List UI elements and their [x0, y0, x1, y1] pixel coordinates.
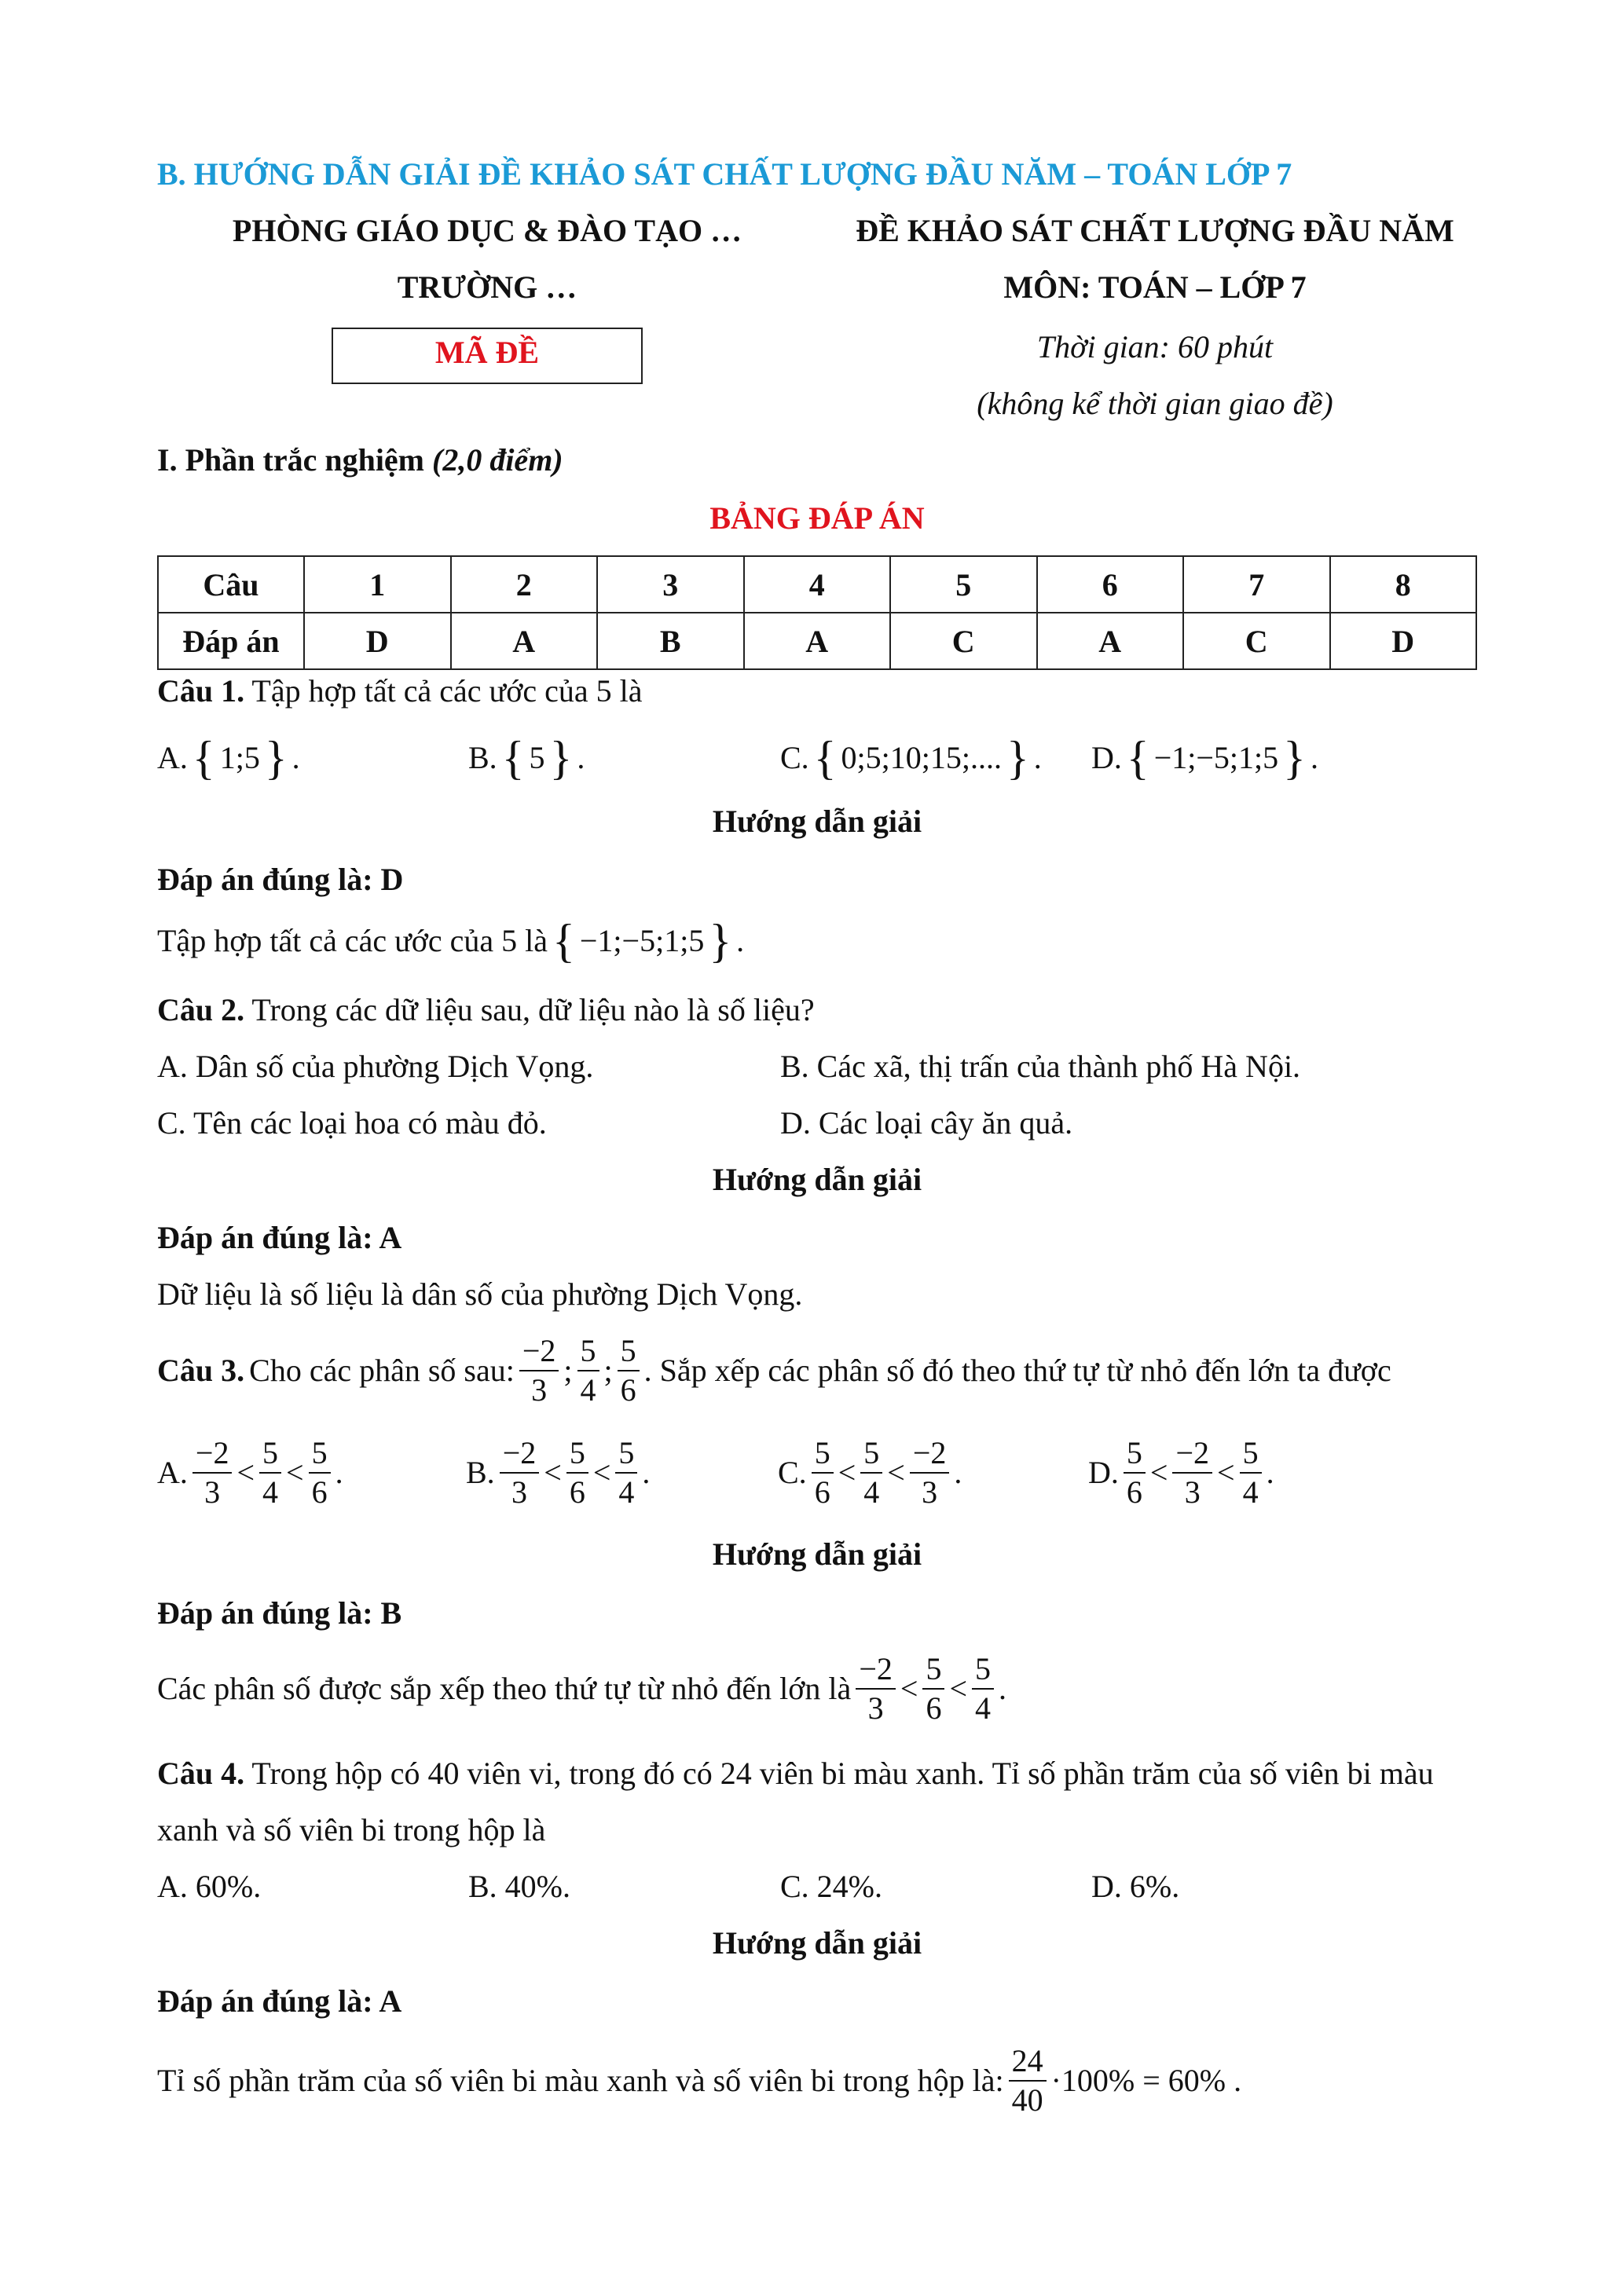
question-1-option-c: C. { 0;5;10;15;.... } . — [780, 732, 1042, 784]
solution-heading: Hướng dẫn giải — [712, 1536, 922, 1572]
table-cell: 8 — [1330, 556, 1477, 613]
denominator: 4 — [618, 1474, 635, 1510]
numerator: 5 — [1240, 1437, 1262, 1474]
question-3-option-c: C. $\frac{5}{6}$ < $\frac{5}{4}$ < $\frac{-2}{3}$ . — [778, 1435, 962, 1510]
question-3-option-d: D. $\frac{5}{6}$ < $\frac{-2}{3}$ < $\frac{5}{4}$ . — [1088, 1435, 1274, 1510]
question-2-option-a: A. Dân số của phường Dịch Vọng. — [157, 1049, 594, 1084]
part1-title-text: I. Phần trắc nghiệm — [157, 442, 424, 478]
option-letter: B. — [466, 1455, 495, 1490]
table-cell: D — [1330, 613, 1477, 669]
fraction — [309, 1437, 331, 1508]
solution-heading: Hướng dẫn giải — [712, 1162, 922, 1197]
option-letter: B. — [468, 740, 497, 775]
option-value: 0;5;10;15;.... — [841, 740, 1002, 775]
exam-code-box — [332, 328, 643, 384]
part1-title — [157, 441, 563, 479]
fraction — [500, 1437, 540, 1508]
denominator: 6 — [620, 1372, 636, 1408]
explanation-text: Tập hợp tất cả các ước của 5 là — [157, 923, 548, 958]
numerator: 5 — [309, 1437, 331, 1474]
numerator: 5 — [1124, 1437, 1146, 1474]
explanation-text: Tỉ số phần trăm của số viên bi màu xanh và số viên bi trong hộp là: — [157, 2063, 1004, 2098]
answer-table-answer-row — [158, 613, 1476, 669]
numerator: 5 — [972, 1653, 994, 1690]
question-2-text: Trong các dữ liệu sau, dữ liệu nào là số liệu? — [251, 992, 815, 1027]
fraction — [856, 1653, 896, 1724]
question-3-option-a: A. $\frac{-2}{3}$ < $\frac{5}{4}$ < $\frac{5}{6}$ . — [157, 1435, 343, 1510]
denominator: 6 — [569, 1474, 585, 1510]
denominator: 3 — [922, 1474, 938, 1510]
solution-heading: Hướng dẫn giải — [712, 1925, 922, 1961]
numerator: 5 — [566, 1437, 588, 1474]
question-1-explanation: Tập hợp tất cả các ước của 5 là { −1;−5;1;5 } . — [157, 915, 745, 967]
fraction — [910, 1437, 950, 1508]
answer-table-header-row — [158, 556, 1476, 613]
fraction — [812, 1437, 834, 1508]
department-name: PHÒNG GIÁO DỤC & ĐÀO TẠO … — [232, 213, 742, 248]
numerator: −2 — [192, 1437, 233, 1474]
question-2-label: Câu 2. — [157, 992, 245, 1027]
question-1-option-a: A. { 1;5 } . — [157, 732, 300, 784]
fraction — [615, 1437, 637, 1508]
fraction — [1009, 2045, 1047, 2116]
denominator: 6 — [311, 1474, 328, 1510]
explanation-tail: ·100% = 60% . — [1050, 2063, 1242, 2098]
fraction — [1172, 1437, 1212, 1508]
question-4-label: Câu 4. — [157, 1756, 245, 1791]
fraction — [519, 1335, 559, 1406]
denominator: 3 — [867, 1690, 884, 1726]
fraction — [1124, 1437, 1146, 1508]
fraction — [566, 1437, 588, 1508]
numerator: −2 — [856, 1653, 896, 1690]
denominator: 6 — [814, 1474, 830, 1510]
denominator: 40 — [1011, 2082, 1043, 2118]
question-1-label: Câu 1. — [157, 673, 245, 709]
question-4-option-b: B. 40%. — [468, 1869, 570, 1904]
question-4 — [157, 1755, 1434, 1792]
option-letter: D. — [1091, 740, 1122, 775]
question-2-option-d: D. Các loại cây ăn quả. — [780, 1105, 1073, 1141]
table-cell: 6 — [1037, 556, 1184, 613]
numerator: 5 — [922, 1653, 944, 1690]
fraction — [1240, 1437, 1262, 1508]
option-value: 1;5 — [219, 740, 260, 775]
exam-time: Thời gian: 60 phút — [1036, 329, 1274, 364]
question-3-text-after: . Sắp xếp các phân số đó theo thứ tự từ nhỏ đến lớn ta được — [643, 1353, 1391, 1388]
question-3: Câu 3. Cho các phân số sau: $\frac{-2}{3}$ ; $\frac{5}{4}$ ; $\frac{5}{6}$ . Sắp xếp các phân số đó theo thứ tự từ nhỏ đến lớn ta được — [157, 1333, 1391, 1408]
solution-heading: Hướng dẫn giải — [712, 804, 922, 839]
explanation-text: Các phân số được sắp xếp theo thứ tự từ nhỏ đến lớn là — [157, 1671, 852, 1706]
option-value: −1;−5;1;5 — [1153, 740, 1279, 775]
numerator: −2 — [500, 1437, 540, 1474]
numerator: −2 — [519, 1335, 559, 1371]
table-cell: D — [304, 613, 451, 669]
numerator: −2 — [910, 1437, 950, 1474]
table-cell: C — [890, 613, 1037, 669]
numerator: 5 — [618, 1335, 640, 1371]
fraction — [618, 1335, 640, 1406]
table-cell: 1 — [304, 556, 451, 613]
exam-code-label: MÃ ĐỀ — [434, 335, 540, 370]
denominator: 3 — [531, 1372, 548, 1408]
fraction — [922, 1653, 944, 1724]
denominator: 3 — [511, 1474, 527, 1510]
section-title: B. HƯỚNG DẪN GIẢI ĐỀ KHẢO SÁT CHẤT LƯỢNG ĐẦU NĂM – TOÁN LỚP 7 — [157, 156, 1292, 192]
option-value: 5 — [529, 740, 545, 775]
numerator: 5 — [812, 1437, 834, 1474]
question-4-text: Trong hộp có 40 viên vi, trong đó có 24 viên bi màu xanh. Tỉ số phần trăm của số viên bi màu — [251, 1756, 1434, 1791]
question-2-explanation: Dữ liệu là số liệu là dân số của phường Dịch Vọng. — [157, 1276, 803, 1312]
denominator: 4 — [580, 1372, 596, 1408]
denominator: 6 — [926, 1690, 942, 1726]
question-1-option-d: D. { −1;−5;1;5 } . — [1091, 732, 1318, 784]
fraction — [860, 1437, 882, 1508]
table-cell: 4 — [744, 556, 891, 613]
question-4-text-line2: xanh và số viên bi trong hộp là — [157, 1812, 546, 1847]
question-4-answer: Đáp án đúng là: A — [157, 1983, 402, 2019]
denominator: 4 — [975, 1690, 991, 1726]
question-2-option-b: B. Các xã, thị trấn của thành phố Hà Nội. — [780, 1049, 1301, 1084]
question-1 — [157, 672, 642, 710]
fraction — [259, 1437, 281, 1508]
numerator: 5 — [259, 1437, 281, 1474]
denominator: 4 — [1242, 1474, 1259, 1510]
numerator: 5 — [615, 1437, 637, 1474]
fraction — [192, 1437, 233, 1508]
fraction — [577, 1335, 599, 1406]
denominator: 6 — [1126, 1474, 1142, 1510]
question-1-text: Tập hợp tất cả các ước của 5 là — [251, 673, 643, 709]
question-3-answer: Đáp án đúng là: B — [157, 1595, 402, 1631]
table-cell: 3 — [597, 556, 744, 613]
answer-table — [157, 555, 1477, 670]
option-letter: A. — [157, 740, 188, 775]
exam-time-note: (không kể thời gian giao đề) — [977, 386, 1333, 421]
option-letter: A. — [157, 1455, 188, 1490]
denominator: 4 — [863, 1474, 880, 1510]
table-cell: Câu — [158, 556, 304, 613]
denominator: 3 — [1184, 1474, 1201, 1510]
table-cell: C — [1183, 613, 1330, 669]
explanation-value: −1;−5;1;5 — [579, 923, 705, 958]
question-4-option-a: A. 60%. — [157, 1869, 262, 1904]
question-3-explanation: Các phân số được sắp xếp theo thứ tự từ nhỏ đến lớn là $\frac{-2}{3}$ < $\frac{5}{6}$ < $\frac{5}{4}$ . — [157, 1651, 1006, 1726]
question-3-text: Cho các phân số sau: — [249, 1353, 515, 1388]
exam-subject: MÔN: TOÁN – LỚP 7 — [1003, 269, 1307, 305]
table-cell: 2 — [451, 556, 598, 613]
exam-title: ĐỀ KHẢO SÁT CHẤT LƯỢNG ĐẦU NĂM — [856, 213, 1454, 248]
question-2 — [157, 991, 815, 1029]
table-cell: 7 — [1183, 556, 1330, 613]
table-cell: A — [744, 613, 891, 669]
school-name: TRƯỜNG … — [397, 269, 577, 305]
option-letter: D. — [1088, 1455, 1119, 1490]
option-letter: C. — [780, 740, 809, 775]
table-cell: B — [597, 613, 744, 669]
denominator: 3 — [204, 1474, 221, 1510]
question-4-explanation — [157, 2045, 1241, 2116]
table-cell: A — [451, 613, 598, 669]
numerator: 24 — [1009, 2045, 1047, 2082]
fraction — [972, 1653, 994, 1724]
question-1-option-b: B. { 5 } . — [468, 732, 585, 784]
table-cell: Đáp án — [158, 613, 304, 669]
question-4-option-d: D. 6%. — [1091, 1869, 1180, 1904]
numerator: 5 — [860, 1437, 882, 1474]
option-letter: C. — [778, 1455, 807, 1490]
denominator: 4 — [262, 1474, 279, 1510]
numerator: −2 — [1172, 1437, 1212, 1474]
numerator: 5 — [577, 1335, 599, 1371]
question-3-label: Câu 3. — [157, 1353, 245, 1388]
part1-points: (2,0 điểm) — [432, 442, 563, 478]
question-1-answer: Đáp án đúng là: D — [157, 862, 404, 897]
table-cell: A — [1037, 613, 1184, 669]
table-cell: 5 — [890, 556, 1037, 613]
question-2-option-c: C. Tên các loại hoa có màu đỏ. — [157, 1105, 547, 1141]
question-2-answer: Đáp án đúng là: A — [157, 1220, 402, 1255]
question-3-option-b: B. $\frac{-2}{3}$ < $\frac{5}{6}$ < $\frac{5}{4}$ . — [466, 1435, 651, 1510]
question-4-option-c: C. 24%. — [780, 1869, 882, 1904]
answer-table-title: BẢNG ĐÁP ÁN — [709, 500, 925, 536]
